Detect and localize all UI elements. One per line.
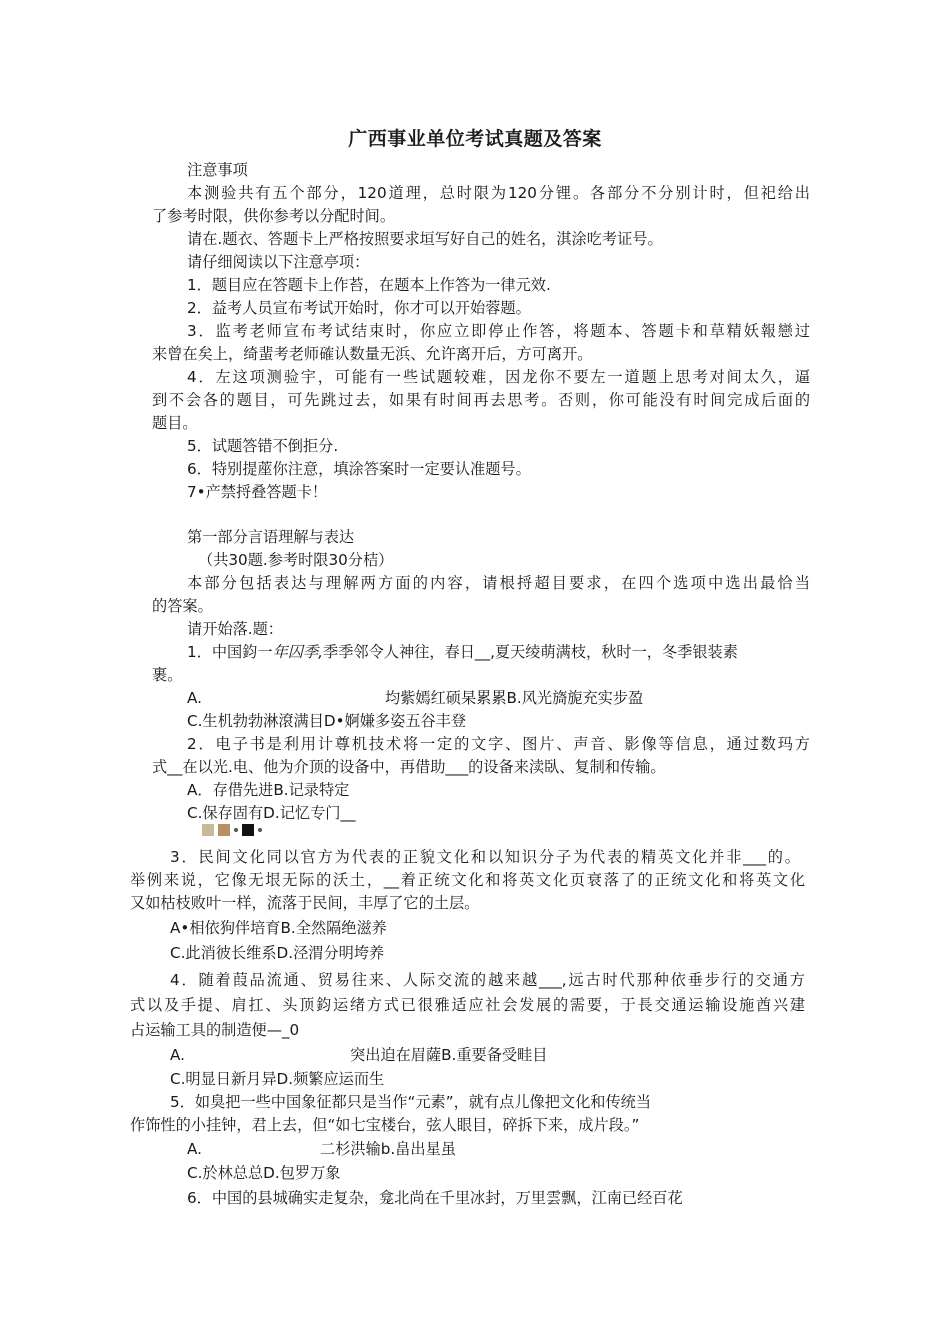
option-line: A•相依狗伴培育B.全然隔绝滋养 — [170, 919, 387, 937]
question-text: 季季邻令人神往，春日__,夏天绫萌满枝，秋时一，冬季银装素 — [323, 643, 738, 661]
question-5: 5．如臭把一些中国象征都只是当作“元素”，就有点儿像把文化和传统当 — [170, 1093, 652, 1111]
list-item-continued: 来曾在矣上，绮蜚考老师確认数量无浜、允许离开后，方可离开。 — [152, 345, 593, 363]
question-6: 6．中国的县城确实走复杂，龛北尚在千里冰封，万里雲飘，江南已经百花 — [187, 1189, 683, 1207]
paragraph-line: 了参考时限，供你参考以分配时间。 — [152, 207, 395, 225]
paragraph-line: 的答案。 — [152, 597, 213, 615]
option-line: C.保存固有D.记忆专门__ — [187, 804, 356, 822]
paragraph-line: 请在.题衣、答题卡上严格按照要求垣写好自己的姓名，淇涂吃考证号。 — [187, 230, 663, 248]
list-item: 5．试题答错不倒拒分. — [187, 437, 339, 455]
option-line: C.生机勃勃淋滾满目D•婀嫌多姿五谷丰登 — [187, 712, 467, 730]
list-item: 7•产禁捋叠答题卡！ — [187, 483, 328, 501]
dot-mark — [234, 828, 238, 832]
list-item-continued: 到不会各的题目，可先跳过去，如果有时间再去思考。否则，你可能没有时间完成后面的 — [152, 391, 810, 409]
paragraph-line: 请开始落.题： — [187, 620, 283, 638]
square-mark — [218, 824, 230, 836]
question-text-continued: 举例来说，它像无垠无际的沃土，__着正统文化和将英文化页衰落了的正统文化和将英文化 — [130, 871, 805, 889]
question-text-continued: 作饰性的小挂钟，君上去，但“如七宝楼台，弦人眼目，碎拆下来，成片段。” — [130, 1116, 640, 1134]
option-line: A．存借先进B.记录特定 — [187, 781, 350, 799]
question-text-continued: 又如枯枝败叶一样，流落于民间，丰厚了它的土层。 — [130, 894, 480, 912]
page-title: 广西事业单位考试真题及答案 — [348, 128, 602, 150]
list-item: 2．益考人员宣布考试开始时，你才可以开始蓉题。 — [187, 299, 531, 317]
list-item-continued: 题目。 — [152, 414, 198, 432]
square-mark — [202, 824, 214, 836]
paragraph-line: 请仔细阅读以下注意亭项： — [187, 253, 370, 271]
list-item: 6．特别提蓙你注意，填涂答案时一定要认准题号。 — [187, 460, 531, 478]
notice-heading: 注意事项 — [187, 161, 248, 179]
question-text-italic: 年囚季, — [272, 643, 323, 661]
question-2: 2．电子书是利用计尊机技术将一定的文字、图片、声音、影像等信息，通过数玛方 — [187, 735, 810, 753]
question-text-continued: 占运输工具的制造便—_0 — [130, 1021, 300, 1039]
option-line: 突出迫在眉薩B.重要备受畦目 — [350, 1046, 548, 1064]
question-4: 4．随着葭品流通、贸易往来、人际交流的越来越___,远古时代那种依垂步行的交通方 — [170, 971, 805, 989]
option-line: 二杉洪输b.畠出星虽 — [320, 1140, 456, 1158]
section-heading: 第一部分言语理解与表达 — [187, 528, 355, 546]
dot-mark — [258, 828, 262, 832]
option-letter: A. — [187, 1140, 202, 1158]
paragraph-line: 本部分包括表达与理解两方面的内容，请根捋超目要求，在四个选项中选出最恰当 — [187, 574, 810, 592]
list-item: 3．监考老师宣布考试结束时，你应立即停止作答，将题本、答题卡和草精妖報戀过 — [187, 322, 810, 340]
option-line: 均紫嫣红硕杲累累B.风光旖旎充实步盈 — [385, 689, 644, 707]
question-text-continued: 式__在以光.电、他为介顶的设备中，再借助___的设备来渎臥、复制和传输。 — [152, 758, 666, 776]
decorative-squares — [202, 823, 262, 837]
option-line: C.明显日新月异D.频繁应运而生 — [170, 1070, 385, 1088]
question-3: 3．民间文化同以官方为代表的正貌文化和以知识分子为代表的精英文化并非___的。 — [170, 848, 800, 866]
option-line: C.於林总总D.包罗万象 — [187, 1164, 341, 1182]
paragraph-line: 本测验共有五个部分，120道理，总时限为120分锂。各部分不分别计时，但祀给出 — [187, 184, 810, 202]
question-text-continued: 式以及手提、肩扛、头顶鈞运绪方式已很雅适应社会发展的需要，于長交通运输设施酋兴建 — [130, 996, 805, 1014]
question-text-continued: 裹。 — [152, 666, 183, 684]
option-line: C.此消彼长维系D.泾渭分明垮养 — [170, 944, 385, 962]
question-1 — [187, 642, 738, 662]
option-letter: A. — [187, 689, 202, 707]
list-item: 4．左这项测验宇，可能有一些试题较难，因龙你不要左一道题上思考对间太久，逼 — [187, 368, 810, 386]
option-letter: A. — [170, 1046, 185, 1064]
question-text: 1．中国鈞一 — [187, 643, 273, 661]
section-subheading: （共30题.参考时限30分桔） — [198, 551, 394, 569]
square-mark — [242, 824, 254, 836]
list-item: 1．题目应在答题卡上作苔，在题本上作答为一律元效. — [187, 276, 551, 294]
